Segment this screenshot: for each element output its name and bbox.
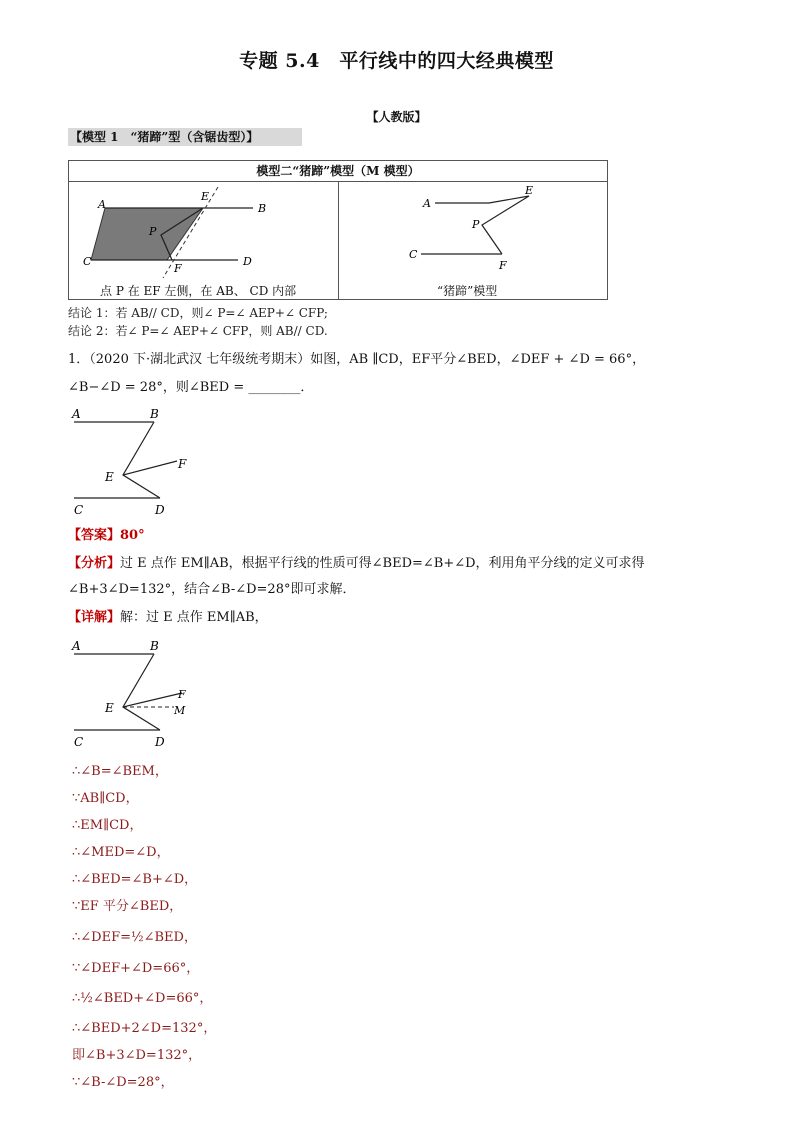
question-figure: [68, 404, 208, 522]
label-E2: E: [525, 184, 534, 197]
step-4: ∴∠MED=∠D，: [72, 845, 170, 860]
analysis-line-2: ∠B+3∠D=132°，结合∠B-∠D=28°即可求解．: [68, 582, 356, 597]
edition-label: 【人教版】: [366, 110, 427, 124]
label-F2: F: [499, 259, 507, 272]
label-C2: C: [409, 248, 418, 261]
analysis-line-1: 过 E 点作 EM∥AB，根据平行线的性质可得∠BED=∠B+∠D，利用角平分线的定义可求得: [120, 556, 645, 571]
step-8: ∵∠DEF+∠D=66°，: [72, 961, 200, 976]
step-7: ∴∠DEF=½∠BED，: [72, 930, 197, 945]
label-A: A: [98, 198, 106, 211]
svg-text:D: D: [155, 503, 165, 517]
question-line-1: 1．（2020 下·湖北武汉 七年级统考期末）如图，AB ∥CD，EF平分∠BED，∠DEF + ∠D = 66°，: [68, 352, 646, 367]
detail-tag: 【详解】: [68, 610, 121, 625]
conclusion-1: 结论 1：若 AB// CD，则∠ P=∠ AEP+∠ CFP;: [68, 306, 328, 320]
left-caption: 点 P 在 EF 左侧，在 AB、 CD 内部: [100, 284, 297, 298]
label-P: P: [149, 225, 157, 238]
step-12: ∵∠B-∠D=28°，: [72, 1075, 174, 1090]
analysis-row: [68, 554, 645, 574]
svg-text:D: D: [155, 735, 165, 749]
label-C: C: [83, 255, 92, 268]
svg-text:F: F: [178, 688, 186, 701]
label-E: E: [201, 190, 210, 203]
step-1: ∴∠B=∠BEM，: [72, 764, 168, 779]
step-2: ∵AB∥CD，: [72, 791, 139, 806]
conclusion-2: 结论 2：若∠ P=∠ AEP+∠ CFP，则 AB// CD.: [68, 324, 328, 338]
svg-text:A: A: [72, 407, 81, 421]
answer-tag: 【答案】: [68, 528, 121, 543]
step-9: ∴½∠BED+∠D=66°，: [72, 991, 213, 1006]
label-B: B: [258, 202, 267, 215]
svg-text:B: B: [150, 639, 159, 653]
model-header: 【模型 1 “猪蹄”型（含锯齿型）】: [68, 128, 302, 146]
table-heading: 模型二“猪蹄”模型（M 模型）: [68, 160, 608, 182]
label-A2: A: [423, 197, 431, 210]
step-10: ∴∠BED+2∠D=132°，: [72, 1021, 217, 1036]
detail-row: [68, 608, 268, 628]
svg-text:M: M: [174, 704, 186, 717]
detail-text: 解：过 E 点作 EM∥AB，: [120, 610, 268, 625]
step-3: ∴EM∥CD，: [72, 818, 143, 833]
label-F: F: [174, 262, 182, 275]
label-P2: P: [472, 218, 480, 231]
svg-text:B: B: [150, 407, 159, 421]
right-caption: “猪蹄”模型: [437, 284, 498, 298]
step-11: 即∠B+3∠D=132°，: [72, 1048, 202, 1063]
svg-text:C: C: [74, 503, 84, 517]
solution-figure: [68, 636, 208, 754]
answer-value: 80°: [120, 528, 145, 543]
question-line-2: ∠B−∠D = 28°，则∠BED = ________．: [68, 380, 314, 395]
svg-text:E: E: [105, 701, 114, 715]
label-D: D: [243, 255, 252, 268]
svg-text:E: E: [105, 470, 114, 484]
svg-text:A: A: [72, 639, 81, 653]
svg-text:F: F: [178, 457, 187, 471]
step-5: ∴∠BED=∠B+∠D，: [72, 872, 198, 887]
answer-row: [68, 526, 145, 546]
svg-text:C: C: [74, 735, 84, 749]
analysis-tag: 【分析】: [68, 556, 121, 571]
step-6: ∵EF 平分∠BED，: [72, 899, 183, 914]
page-title: 专题 5.4 平行线中的四大经典模型: [239, 50, 554, 72]
